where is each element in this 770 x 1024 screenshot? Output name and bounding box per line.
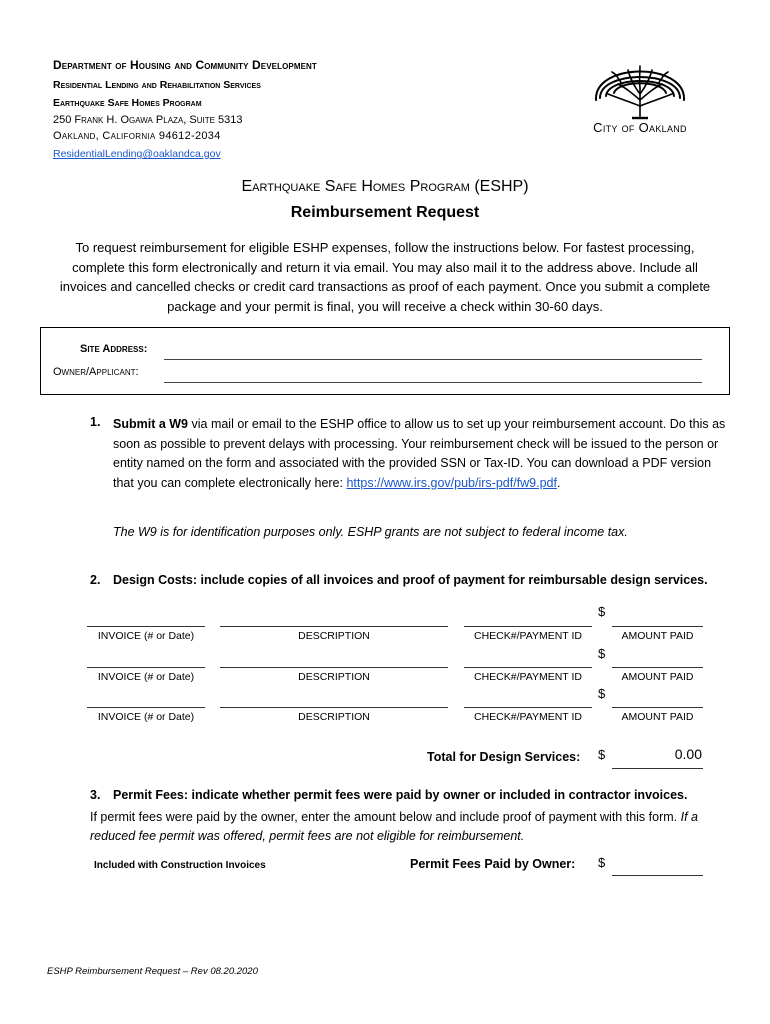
description-label: DESCRIPTION	[298, 630, 370, 642]
intro-paragraph: To request reimbursement for eligible ESHP expenses, follow the instructions below. For fastest processing, complete this form electronically and return it via email. You may also mail it to the address above. Include all invoices and cancelled checks or credit card transactions as proof of each payment. Once you submit a complete package and your permit is final, you will receive a check within 30-60 days.	[59, 240, 711, 314]
footer-revision: ESHP Reimbursement Request – Rev 08.20.2020	[47, 966, 258, 977]
invoice-field[interactable]	[87, 667, 205, 668]
description-field[interactable]	[220, 667, 448, 668]
invoice-label: INVOICE (# or Date)	[97, 671, 195, 683]
invoice-field[interactable]	[87, 626, 205, 627]
program-title: Earthquake Safe Homes Program (ESHP)	[241, 178, 529, 195]
program-name: Earthquake Safe Homes Program	[53, 97, 202, 109]
site-address-field[interactable]	[164, 359, 702, 360]
check-field[interactable]	[464, 707, 592, 708]
section-1-period: .	[556, 475, 561, 490]
check-label: CHECK#/PAYMENT ID	[474, 630, 582, 642]
total-underline	[612, 768, 703, 769]
total-design-label: Total for Design Services:	[427, 750, 581, 764]
amount-label: AMOUNT PAID	[621, 671, 694, 683]
section-3-number: 3.	[90, 788, 101, 802]
section-1-text	[113, 415, 733, 493]
division-name: Residential Lending and Rehabilitation Services	[53, 79, 261, 91]
check-field[interactable]	[464, 667, 592, 668]
amount-label: AMOUNT PAID	[621, 711, 694, 723]
section-1-number: 1.	[90, 415, 101, 429]
address-line-2: Oakland, California 94612-2034	[53, 130, 221, 142]
currency-symbol: $	[598, 646, 606, 661]
section-2-title: Design Costs: include copies of all invoices and proof of payment for reimbursable design services.	[113, 573, 708, 587]
w9-note: The W9 is for identification purposes only. ESHP grants are not subject to federal income tax.	[113, 525, 628, 539]
section-1-body: via mail or email to the ESHP office to allow us to set up your reimbursement account. Do this as soon as possible to prevent delays with processing. Your reimbursement check will be issued to the person or entity named on the form and associated with the provided SSN or Tax-ID. You can download a PDF version that you can complete electronically here:	[113, 417, 726, 490]
permit-fees-label: Permit Fees Paid by Owner:	[410, 857, 576, 871]
amount-field[interactable]	[612, 707, 703, 708]
currency-symbol: $	[598, 855, 606, 870]
check-field[interactable]	[464, 626, 592, 627]
total-design-value[interactable]: 0.00	[674, 746, 702, 762]
section-1-lead: Submit a W9	[113, 417, 189, 431]
description-field[interactable]	[220, 707, 448, 708]
section-3-body	[90, 808, 730, 846]
currency-symbol: $	[598, 747, 606, 762]
description-label: DESCRIPTION	[298, 671, 370, 683]
amount-label: AMOUNT PAID	[621, 630, 694, 642]
currency-symbol: $	[598, 604, 606, 619]
department-name: Department of Housing and Community Development	[53, 58, 317, 72]
invoice-field[interactable]	[87, 707, 205, 708]
amount-field[interactable]	[612, 626, 703, 627]
invoice-label: INVOICE (# or Date)	[97, 711, 195, 723]
form-title: Reimbursement Request	[290, 204, 480, 221]
site-address-label: Site Address:	[80, 343, 148, 355]
check-label: CHECK#/PAYMENT ID	[474, 671, 582, 683]
description-field[interactable]	[220, 626, 448, 627]
currency-symbol: $	[598, 686, 606, 701]
section-3-title: Permit Fees: indicate whether permit fees were paid by owner or included in contractor invoices.	[113, 788, 688, 802]
amount-field[interactable]	[612, 667, 703, 668]
owner-applicant-label: Owner/Applicant:	[53, 366, 139, 378]
city-logo-text: City of Oakland	[593, 120, 687, 135]
section-3-note: If a reduced fee permit was offered, permit fees are not eligible for reimbursement.	[90, 810, 698, 843]
contact-email-link[interactable]: ResidentialLending@oaklandca.gov	[53, 148, 221, 160]
description-label: DESCRIPTION	[298, 711, 370, 723]
permit-fees-field[interactable]	[612, 875, 703, 876]
owner-applicant-field[interactable]	[164, 382, 702, 383]
check-label: CHECK#/PAYMENT ID	[474, 711, 582, 723]
invoice-label: INVOICE (# or Date)	[97, 630, 195, 642]
site-info-box	[40, 327, 730, 395]
w9-link[interactable]: https://www.irs.gov/pub/irs-pdf/fw9.pdf	[346, 475, 557, 490]
address-line-1: 250 Frank H. Ogawa Plaza, Suite 5313	[53, 114, 243, 126]
section-3-text: If permit fees were paid by the owner, enter the amount below and include proof of payment with this form.	[90, 810, 681, 824]
section-2-number: 2.	[90, 573, 101, 587]
included-with-invoices-option[interactable]: Included with Construction Invoices	[94, 860, 266, 871]
